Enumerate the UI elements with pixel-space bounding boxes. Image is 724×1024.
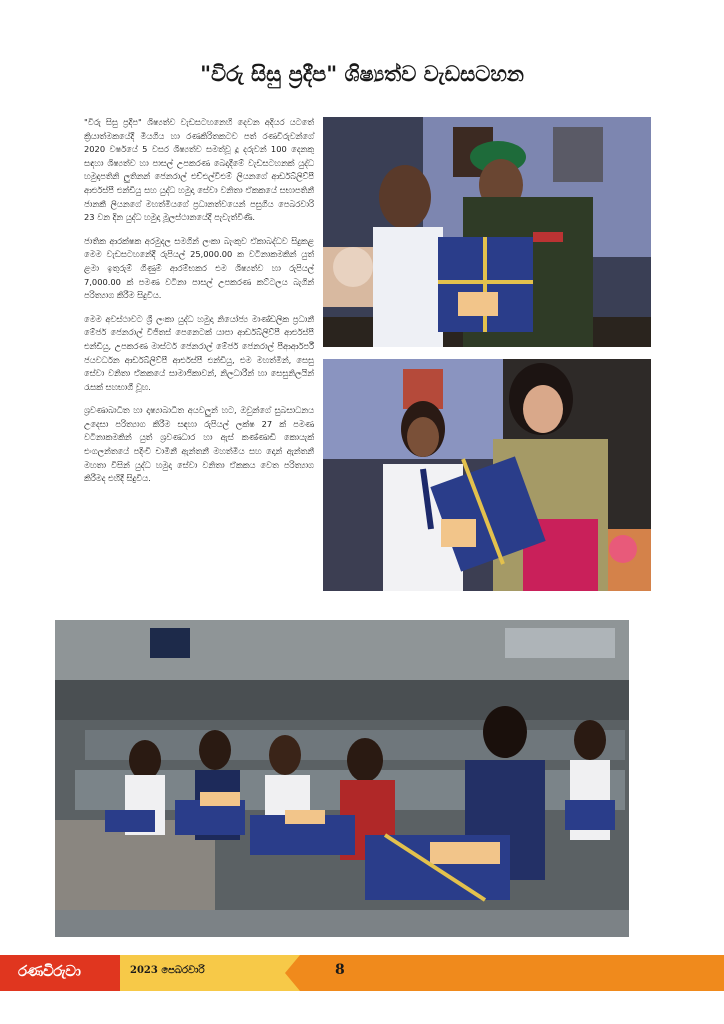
article-body (84, 116, 314, 496)
footer-logo: රණවිරුවා (18, 962, 81, 980)
paragraph-3: මෙම අවස්ථාවට ශ්‍රී ලංකා යුද්ධ හමුදා නියෝජ්‍ය මාණ්ඩලික ප්‍රධානී මේජර් ජෙනරාල් විජිතස් පෙනෙටක් යාපා ආර්ඩබ්ලිව්පී ආර්එස්පී එන්ඩියු, උපකරණ මාස්ටර් ජෙනරාල් මේජර් ජෙනරාල් පීආර්ආර්පී ජයවර්ධන ආර්ඩබ්ලිව්පී ආර්එස්පී එන්ඩියු, එම මහත්මීන්, සෙසු සේවා වනිතා ඒකකයේ සාමාජිකාවන්, නිලධාරීන් හා සෙසුනිලයින් රැසක් සහභාගී වූහ. (84, 313, 314, 392)
page-title: "විරු සිසු ප්‍රදීප" ශිෂ්‍යත්ව වැඩසටහන (200, 62, 524, 86)
photo-auditorium-children (55, 620, 629, 937)
paragraph-2: ජාතික ආරක්ෂක අරමුදල සමගින් ලංකා බැංකුව ඒකාබද්ධව සිදුකළ මෙම වැඩසටහනේදී රුපියල් 25,000.00 ක වටිනාකමකින් යුත් ළමා ඉතුරුම් ගිණුම් ආරම්භකර එම ශිෂ්‍යත්ව හා රුපියල් 7,000.00 ක් පමණ වටිනා පාසල් උපකරණ කට්ටලය බැගින් පරිත්‍යාග කිරීම සිදුවිය. (84, 235, 314, 301)
footer-band (0, 955, 724, 991)
footer-date: 2023 පෙබරවාරි (130, 965, 205, 976)
page-number: 8 (335, 962, 345, 978)
paragraph-4: ශ්‍රවණාබාධිත හා දෘෂ්‍යාබාධිත අයවලුන් හට, ඔවුන්ගේ සුබසාධනය උදෙසා පරිත්‍යාග කිරීම සඳහා රුපියල් ලක්ෂ 27 ක් පමණ වටිනාකමකින් යුත් ශ්‍රවණධාර හා ඇස් කණ්ණාඩි කොයැක් එංගලන්තයේ පදිංචි චාමිනී ඇන්තනී මහත්මිය සහ දොන් ඇන්තනී මහතා විසින් යුද්ධ හමුදා සේවා වනිතා ඒකකය වෙත පරිත්‍යාග කිරීමද එහිදී සිදුවිය. (84, 405, 314, 484)
paragraph-1: "විරු සිසු ප්‍රදීප" ශිෂ්‍යත්ව වැඩසටහනෙහි දෙවන අදියර යටතේ ක්‍රියාත්මකයේදී මියගිය හා රණකිරිතකටව පත් රණවිරුවන්ගේ 2020 වර්ෂයේ 5 වසර ශිෂ්‍යත්ව සමත්වූ දූ දරුවන් 100 දෙනකු සඳහා ශිෂ්‍යත්ව හා පාසල් උපකරණ බෙදාදීමේ වැඩසටහනක් යුද්ධ හමුදාපතිනි ලුතිනන් ජෙනරාල් එච්එල්වීඑම් ලියනගේ ආර්ඩබ්ලිව්පී ආර්එස්පී එන්ඩියු සහ යුද්ධ හමුදා සේවා වනිතා ඒකකයේ සභාපතිනී ජානකී ලියනගේ මහත්මියගේ ප්‍රධානත්වයෙන් පසුගිය පෙබරවාරි 23 වන දින යුද්ධ හමුදා මූලස්ථානයේදී පැවැත්විණි. (84, 117, 314, 223)
photo-officer-gift-boy (323, 117, 651, 347)
photo-lady-gift-girl (323, 359, 651, 591)
